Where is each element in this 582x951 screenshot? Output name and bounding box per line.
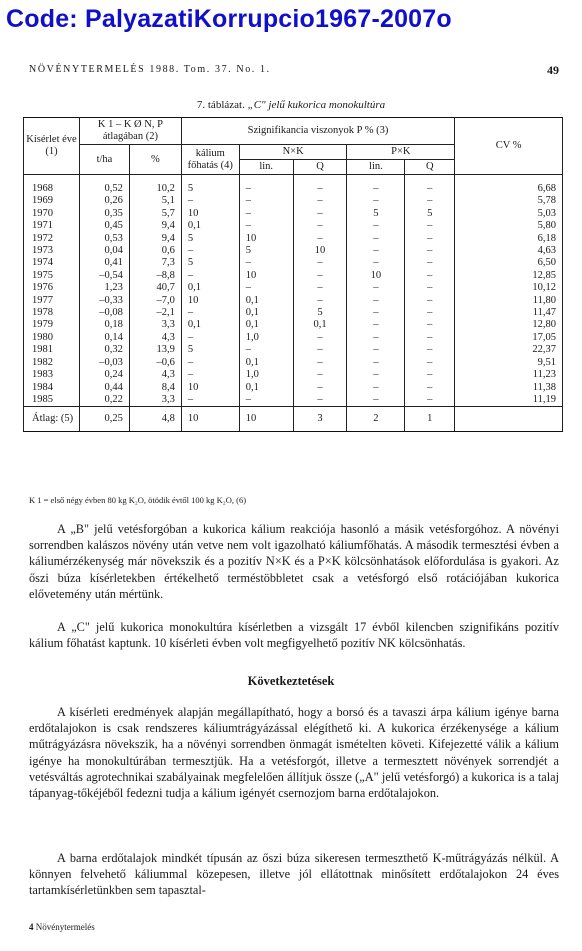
table-cell-nl: 1,0 bbox=[239, 332, 293, 344]
table-cell-tha: 0,45 bbox=[79, 220, 129, 232]
table-cell-pct: 3,3 bbox=[129, 319, 181, 331]
footer-number: 4 bbox=[29, 922, 34, 932]
table-cell-nl: 0,1 bbox=[239, 295, 293, 307]
paragraph-4 bbox=[29, 850, 559, 899]
table-title: „C" jelű kukorica monokultúra bbox=[247, 99, 386, 111]
table-cell-nq: – bbox=[293, 357, 347, 369]
table-cell-nl: – bbox=[239, 394, 293, 407]
table-row bbox=[24, 257, 563, 269]
table-cell-cv: 11,19 bbox=[455, 394, 563, 407]
paragraph-4-text: A barna erdőtalajok mindkét típusán az őszi búza sikeresen termeszthető K-műtrágyázás nélkül. A könnyen felvehető káliummal közepesen, illetve jól ellátottnak minősített erdőtalajokon 24 éves tartamkísérletünkben sem tapasztal- bbox=[29, 851, 559, 898]
table-cell-pq: – bbox=[405, 220, 455, 232]
table-cell-pl: – bbox=[347, 220, 405, 232]
col-header-year: Kísérlet éve (1) bbox=[24, 118, 80, 175]
table-cell-pq: – bbox=[405, 369, 455, 381]
average-cell-label: Átlag: (5) bbox=[24, 407, 80, 432]
table-cell-pl: – bbox=[347, 344, 405, 356]
table-cell-k: – bbox=[181, 369, 239, 381]
table-cell-tha: –0,33 bbox=[79, 295, 129, 307]
table-cell-nq: 0,1 bbox=[293, 319, 347, 331]
table-cell-nl: 1,0 bbox=[239, 369, 293, 381]
table-cell-nq: – bbox=[293, 195, 347, 207]
col-header-cv: CV % bbox=[455, 118, 563, 175]
table-cell-nl: – bbox=[239, 282, 293, 294]
table-row bbox=[24, 394, 563, 407]
table-row bbox=[24, 382, 563, 394]
table-cell-pl: – bbox=[347, 357, 405, 369]
table-cell-pq: – bbox=[405, 233, 455, 245]
table-cell-nl: – bbox=[239, 195, 293, 207]
table-row bbox=[24, 319, 563, 331]
average-cell-pct: 4,8 bbox=[129, 407, 181, 432]
col-header-nxk: N×K bbox=[239, 145, 347, 160]
table-cell-k: – bbox=[181, 394, 239, 407]
table-cell-pl: – bbox=[347, 175, 405, 196]
page-number: 49 bbox=[547, 63, 559, 77]
table-cell-pq: – bbox=[405, 245, 455, 257]
table-cell-nq: – bbox=[293, 369, 347, 381]
table-cell-tha: 1,23 bbox=[79, 282, 129, 294]
table-cell-k: 5 bbox=[181, 233, 239, 245]
col-header-significance: Szignifikancia viszonyok P % (3) bbox=[181, 118, 454, 145]
table-cell-tha: –0,08 bbox=[79, 307, 129, 319]
table-body bbox=[24, 175, 563, 432]
table-cell-k: – bbox=[181, 307, 239, 319]
table-cell-k: – bbox=[181, 270, 239, 282]
table-cell-pq: – bbox=[405, 270, 455, 282]
table-cell-nl: 0,1 bbox=[239, 319, 293, 331]
table-cell-nl: 0,1 bbox=[239, 382, 293, 394]
col-header-pxk-lin: lin. bbox=[347, 160, 405, 175]
table-cell-nl: – bbox=[239, 220, 293, 232]
table-cell-pl: – bbox=[347, 369, 405, 381]
table-cell-cv: 9,51 bbox=[455, 357, 563, 369]
table-cell-pl: – bbox=[347, 332, 405, 344]
table-cell-year: 1982 bbox=[24, 357, 80, 369]
table-cell-cv: 22,37 bbox=[455, 344, 563, 356]
table-cell-year: 1972 bbox=[24, 233, 80, 245]
table-cell-k: – bbox=[181, 357, 239, 369]
table-cell-year: 1974 bbox=[24, 257, 80, 269]
table-row bbox=[24, 245, 563, 257]
table-row bbox=[24, 233, 563, 245]
table-cell-pl: – bbox=[347, 382, 405, 394]
table-cell-pl: 10 bbox=[347, 270, 405, 282]
table-cell-pq: – bbox=[405, 394, 455, 407]
table-cell-year: 1973 bbox=[24, 245, 80, 257]
table-cell-pq: – bbox=[405, 319, 455, 331]
table-cell-pct: –2,1 bbox=[129, 307, 181, 319]
table-cell-k: – bbox=[181, 332, 239, 344]
table-cell-pq: – bbox=[405, 382, 455, 394]
table-cell-pl: – bbox=[347, 282, 405, 294]
table-cell-k: 10 bbox=[181, 295, 239, 307]
table-cell-nq: – bbox=[293, 175, 347, 196]
table-row bbox=[24, 220, 563, 232]
table-cell-year: 1975 bbox=[24, 270, 80, 282]
table-cell-year: 1984 bbox=[24, 382, 80, 394]
table-cell-pq: – bbox=[405, 344, 455, 356]
table-cell-pct: –8,8 bbox=[129, 270, 181, 282]
table-cell-tha: 0,18 bbox=[79, 319, 129, 331]
paragraph-2 bbox=[29, 619, 559, 651]
table-row bbox=[24, 344, 563, 356]
table-cell-cv: 6,18 bbox=[455, 233, 563, 245]
table-cell-nl: 10 bbox=[239, 233, 293, 245]
table-cell-nq: – bbox=[293, 233, 347, 245]
table-cell-pct: 9,4 bbox=[129, 233, 181, 245]
col-header-pxk: P×K bbox=[347, 145, 455, 160]
table-cell-pq: – bbox=[405, 332, 455, 344]
table-cell-cv: 5,78 bbox=[455, 195, 563, 207]
table-cell-pl: – bbox=[347, 257, 405, 269]
paragraph-1-text: A „B" jelű vetésforgóban a kukorica kálium reakciója hasonló a másik vetésforgóhoz. A növényi sorrendben kalászos növény után vetve nem volt igazolható káliumfőhatás. A második termesztési évben a káliumérzékenység már növekszik és a pozitív N×K és a P×K kölcsönhatások előfordulása is gyakori. Az őszi búza kísérletekben értékelhető terméstöbbletet csak a vetésforgó első rotációjában kukorica elővetemény után mértünk. bbox=[29, 522, 559, 601]
table-cell-nl: 5 bbox=[239, 245, 293, 257]
table-cell-nq: 5 bbox=[293, 307, 347, 319]
table-cell-tha: 0,04 bbox=[79, 245, 129, 257]
table-cell-pct: 5,1 bbox=[129, 195, 181, 207]
table-cell-nl: – bbox=[239, 257, 293, 269]
footer-text: Növénytermelés bbox=[35, 922, 95, 932]
table-cell-pct: 3,3 bbox=[129, 394, 181, 407]
table-cell-nq: – bbox=[293, 394, 347, 407]
table-cell-cv: 5,03 bbox=[455, 208, 563, 220]
table-cell-pq: – bbox=[405, 357, 455, 369]
table-cell-pq: – bbox=[405, 195, 455, 207]
table-cell-pl: – bbox=[347, 307, 405, 319]
table-cell-year: 1969 bbox=[24, 195, 80, 207]
table-cell-pct: 5,7 bbox=[129, 208, 181, 220]
table-row bbox=[24, 208, 563, 220]
table-cell-pl: – bbox=[347, 245, 405, 257]
table-cell-pl: – bbox=[347, 195, 405, 207]
table-cell-pq: – bbox=[405, 295, 455, 307]
table-cell-cv: 11,80 bbox=[455, 295, 563, 307]
average-cell-cv bbox=[455, 407, 563, 432]
table-cell-tha: 0,44 bbox=[79, 382, 129, 394]
table-cell-nq: – bbox=[293, 382, 347, 394]
table-cell-pl: – bbox=[347, 394, 405, 407]
table-row bbox=[24, 307, 563, 319]
table-cell-pq: – bbox=[405, 282, 455, 294]
table-cell-nl: – bbox=[239, 175, 293, 196]
col-header-k1: K 1 – K Ø N, P átlagában (2) bbox=[79, 118, 181, 145]
table-cell-cv: 17,05 bbox=[455, 332, 563, 344]
table-cell-year: 1979 bbox=[24, 319, 80, 331]
table-cell-tha: –0,03 bbox=[79, 357, 129, 369]
table-cell-k: 5 bbox=[181, 175, 239, 196]
col-header-nxk-q: Q bbox=[293, 160, 347, 175]
table-cell-nq: – bbox=[293, 220, 347, 232]
table-cell-k: – bbox=[181, 195, 239, 207]
table-cell-nl: – bbox=[239, 344, 293, 356]
table-cell-tha: 0,52 bbox=[79, 175, 129, 196]
table-cell-k: 5 bbox=[181, 257, 239, 269]
table-cell-pct: 9,4 bbox=[129, 220, 181, 232]
table-cell-nq: – bbox=[293, 257, 347, 269]
table-cell-cv: 6,50 bbox=[455, 257, 563, 269]
table-cell-year: 1978 bbox=[24, 307, 80, 319]
table-cell-cv: 11,47 bbox=[455, 307, 563, 319]
table-cell-cv: 4,63 bbox=[455, 245, 563, 257]
table-cell-cv: 12,85 bbox=[455, 270, 563, 282]
table-cell-cv: 5,80 bbox=[455, 220, 563, 232]
table-cell-nl: 0,1 bbox=[239, 307, 293, 319]
table-row bbox=[24, 295, 563, 307]
table-cell-pct: 4,3 bbox=[129, 369, 181, 381]
table-cell-k: 0,1 bbox=[181, 282, 239, 294]
table-row bbox=[24, 332, 563, 344]
table-cell-nq: – bbox=[293, 344, 347, 356]
table-cell-tha: 0,14 bbox=[79, 332, 129, 344]
table-cell-cv: 11,23 bbox=[455, 369, 563, 381]
col-header-nxk-lin: lin. bbox=[239, 160, 293, 175]
average-cell-pl: 2 bbox=[347, 407, 405, 432]
table-cell-pq: – bbox=[405, 307, 455, 319]
table-cell-tha: 0,22 bbox=[79, 394, 129, 407]
table-caption bbox=[0, 99, 582, 111]
table-cell-pct: 8,4 bbox=[129, 382, 181, 394]
paragraph-3-text: A kísérleti eredmények alapján megállapítható, hogy a borsó és a tavaszi árpa kálium igénye barna erdőtalajokon is csak rendszeres káliumtrágyázással elégíthető ki. A kukorica érzékenysége a kálium műtrágyázásra növekszik, ha a növényi sorrendben önmagát ismételten követi. Kifejezetté válik a kálium igénye ha monokultúrában termesztjük. Ha a vetésforgót, illetve a termesztett növények sorrendjét a vetésváltás agrotechnikai szabályainak megfelelően állítjuk össze („A" jelű vetésforgó) a kukorica is a talaj tápanyag-tőkéjéből fedezni tudja a kálium igényét csernozjom barna erdőtalajokon. bbox=[29, 705, 559, 801]
table-cell-nq: – bbox=[293, 295, 347, 307]
table-cell-cv: 10,12 bbox=[455, 282, 563, 294]
table-cell-pl: – bbox=[347, 295, 405, 307]
table-cell-tha: –0,54 bbox=[79, 270, 129, 282]
table-cell-tha: 0,35 bbox=[79, 208, 129, 220]
table-cell-pq: – bbox=[405, 175, 455, 196]
average-cell-nq: 3 bbox=[293, 407, 347, 432]
table-cell-year: 1968 bbox=[24, 175, 80, 196]
table-cell-nq: – bbox=[293, 332, 347, 344]
code-banner: Code: PalyazatiKorrupcio1967-2007o bbox=[6, 5, 452, 33]
table-cell-tha: 0,24 bbox=[79, 369, 129, 381]
paragraph-1 bbox=[29, 521, 559, 602]
table-row bbox=[24, 357, 563, 369]
table-number: 7. táblázat. bbox=[196, 99, 245, 111]
table-cell-pct: 10,2 bbox=[129, 175, 181, 196]
col-header-pct: % bbox=[129, 145, 181, 175]
data-table bbox=[23, 117, 563, 432]
table-cell-year: 1977 bbox=[24, 295, 80, 307]
table-average-row bbox=[24, 407, 563, 432]
table-cell-tha: 0,53 bbox=[79, 233, 129, 245]
table-cell-nq: – bbox=[293, 282, 347, 294]
col-header-tha: t/ha bbox=[79, 145, 129, 175]
section-heading: Következtetések bbox=[247, 674, 335, 688]
table-cell-tha: 0,41 bbox=[79, 257, 129, 269]
running-head bbox=[29, 62, 559, 78]
page-footer bbox=[29, 922, 95, 932]
table-cell-pq: 5 bbox=[405, 208, 455, 220]
table-cell-tha: 0,26 bbox=[79, 195, 129, 207]
table-cell-year: 1980 bbox=[24, 332, 80, 344]
table-row bbox=[24, 270, 563, 282]
paragraph-3 bbox=[29, 704, 559, 801]
table-row bbox=[24, 282, 563, 294]
table-cell-nq: – bbox=[293, 270, 347, 282]
table-cell-pct: 0,6 bbox=[129, 245, 181, 257]
table-row bbox=[24, 195, 563, 207]
table-cell-pl: 5 bbox=[347, 208, 405, 220]
table-cell-nl: 10 bbox=[239, 270, 293, 282]
average-cell-tha: 0,25 bbox=[79, 407, 129, 432]
table-cell-year: 1976 bbox=[24, 282, 80, 294]
table-cell-cv: 12,80 bbox=[455, 319, 563, 331]
table-footnote: K 1 = első négy évben 80 kg K₂O, ötödik évtől 100 kg K₂O, (6) bbox=[29, 495, 247, 505]
table-cell-k: 0,1 bbox=[181, 220, 239, 232]
table-cell-pct: 40,7 bbox=[129, 282, 181, 294]
table-cell-pct: 13,9 bbox=[129, 344, 181, 356]
table-cell-year: 1985 bbox=[24, 394, 80, 407]
table-cell-pct: –0,6 bbox=[129, 357, 181, 369]
table-cell-pct: –7,0 bbox=[129, 295, 181, 307]
table-cell-nl: 0,1 bbox=[239, 357, 293, 369]
table-cell-pl: – bbox=[347, 233, 405, 245]
table-row bbox=[24, 369, 563, 381]
table-cell-k: 10 bbox=[181, 382, 239, 394]
table-cell-k: – bbox=[181, 245, 239, 257]
table-cell-year: 1981 bbox=[24, 344, 80, 356]
table-cell-pct: 7,3 bbox=[129, 257, 181, 269]
table-row bbox=[24, 175, 563, 196]
table-cell-cv: 11,38 bbox=[455, 382, 563, 394]
table-cell-k: 10 bbox=[181, 208, 239, 220]
table-cell-k: 0,1 bbox=[181, 319, 239, 331]
table-cell-year: 1983 bbox=[24, 369, 80, 381]
table-cell-year: 1971 bbox=[24, 220, 80, 232]
table-cell-pl: – bbox=[347, 319, 405, 331]
table-cell-k: 5 bbox=[181, 344, 239, 356]
col-header-kalium: kálium főhatás (4) bbox=[181, 145, 239, 175]
average-cell-nl: 10 bbox=[239, 407, 293, 432]
average-cell-pq: 1 bbox=[405, 407, 455, 432]
journal-title: NÖVÉNYTERMELÉS 1988. Tom. 37. No. 1. bbox=[29, 64, 271, 75]
table-cell-pct: 4,3 bbox=[129, 332, 181, 344]
table-cell-year: 1970 bbox=[24, 208, 80, 220]
average-cell-k: 10 bbox=[181, 407, 239, 432]
table-cell-pq: – bbox=[405, 257, 455, 269]
table-cell-nl: – bbox=[239, 208, 293, 220]
paragraph-2-text: A „C" jelű kukorica monokultúra kísérletben a vizsgált 17 évből kilencben szignifikáns pozitív kálium főhatást kaptunk. 10 kísérleti évben volt megfigyelhető pozitív NK kölcsönhatás. bbox=[29, 620, 559, 651]
table-cell-nq: 10 bbox=[293, 245, 347, 257]
table-cell-nq: – bbox=[293, 208, 347, 220]
col-header-pxk-q: Q bbox=[405, 160, 455, 175]
table-cell-cv: 6,68 bbox=[455, 175, 563, 196]
table-cell-tha: 0,32 bbox=[79, 344, 129, 356]
